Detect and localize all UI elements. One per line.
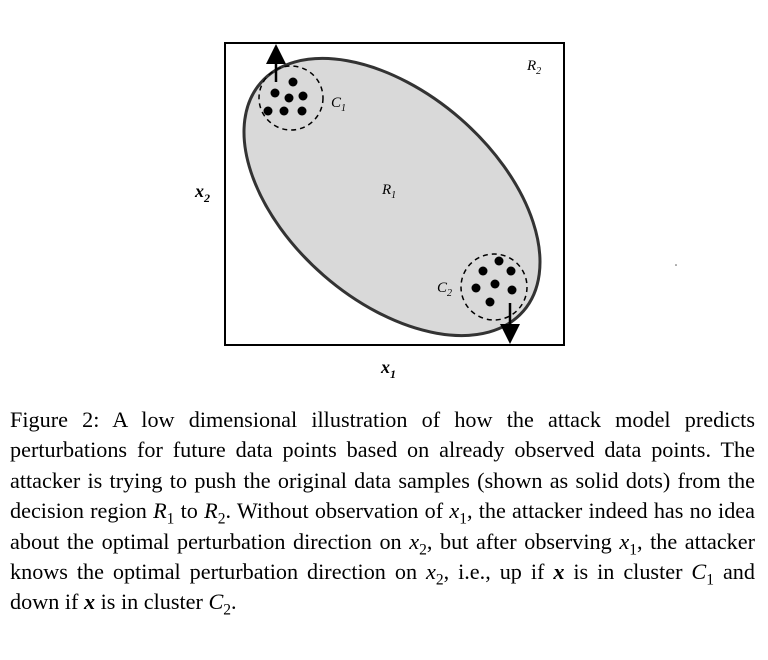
data-point	[472, 284, 481, 293]
data-point	[479, 267, 488, 276]
data-point	[264, 107, 273, 116]
cluster-c2-label: $C_2$	[437, 280, 453, 299]
data-point	[486, 298, 495, 307]
region-r2-label: $R_2$	[527, 58, 542, 77]
x-axis-label: $x_1$	[381, 357, 396, 381]
data-point	[508, 286, 517, 295]
data-point	[271, 89, 280, 98]
data-point	[507, 267, 516, 276]
data-point	[491, 280, 500, 289]
figure-caption	[10, 405, 755, 618]
y-axis-label: $x_2$	[195, 181, 210, 205]
cluster-c1-label: $C_1$	[331, 95, 347, 114]
stray-dot	[675, 264, 677, 266]
data-point	[289, 78, 298, 87]
data-point	[280, 107, 289, 116]
data-point	[299, 92, 308, 101]
caption-text: Figure 2: A low dimensional illustration of how the attack model predicts perturbations for future data points based on already observed data points. The attacker is trying to push the original data samples (shown as solid dots) from the decision region $R_1$ to $R_2$. Without observation of $x_1$, the attacker indeed has no idea about the optimal perturbation direction on $x_2$, but after observing $x_1$, the attacker knows the optimal perturbation direction on $x_2$, i.e., up if x is in cluster $C_1$ and down if x is in cluster $C_2$.	[10, 407, 756, 619]
data-point	[495, 257, 504, 266]
region-r1-label: $R_1$	[382, 182, 397, 201]
data-point	[298, 107, 307, 116]
data-point	[285, 94, 294, 103]
